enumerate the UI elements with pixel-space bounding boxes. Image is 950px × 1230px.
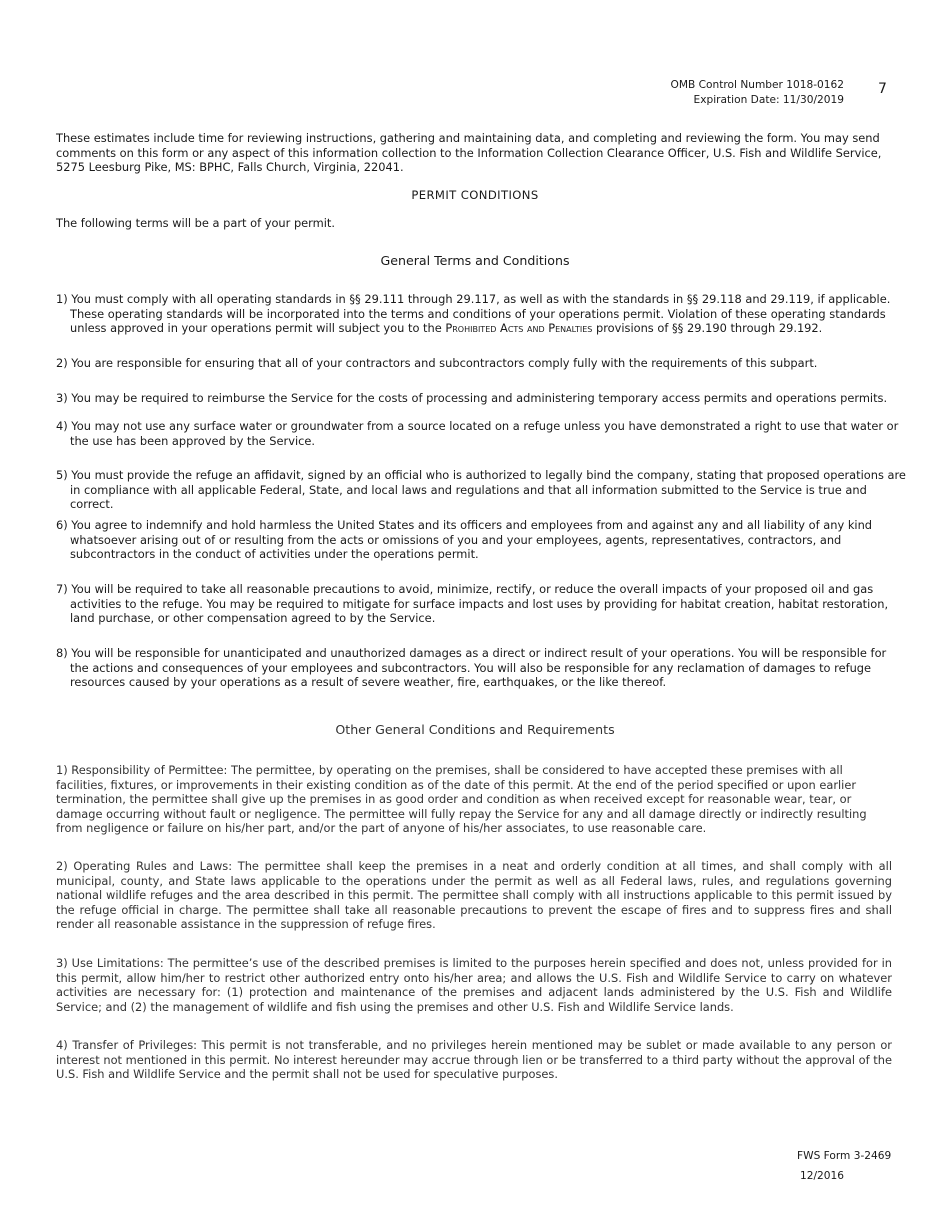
other-condition-4: 4) Transfer of Privileges: This permit is not transferable, and no privileges herein mentioned may be sublet or made available to any person or interest not mentioned in this permit. No interest hereunder may accrue through lien or be transferred to a third party without the approval of the U.S. Fish and Wildlife Service and the permit shall not be used for speculative purposes. [56, 1038, 892, 1082]
general-term-5: 5) You must provide the refuge an affidavit, signed by an official who is authorized to legally bind the company, stating that proposed operations are in compliance with all applicable Federal, State, and local laws and regulations and that all information submitted to the Service is true and correct. [56, 468, 906, 512]
omb-control-number: OMB Control Number 1018-0162 [670, 79, 844, 91]
general-terms-title: General Terms and Conditions [380, 253, 570, 268]
form-number: FWS Form 3-2469 [797, 1150, 892, 1162]
permit-conditions-title: PERMIT CONDITIONS [411, 188, 539, 202]
general-term-8: 8) You will be responsible for unanticipated and unauthorized damages as a direct or indirect result of your operations. You will be responsible for the actions and consequences of your employees and subcontractors. You will also be responsible for any reclamation of damages to refuge resources caused by your operations as a result of severe weather, fire, earthquakes, or the like thereof. [56, 646, 887, 690]
general-term-7: 7) You will be required to take all reasonable precautions to avoid, minimize, rectify, or reduce the overall impacts of your proposed oil and gas activities to the refuge. You may be required to mitigate for surface impacts and lost uses by providing for habitat creation, habitat restoration, land purchase, or other compensation agreed to by the Service. [56, 582, 889, 626]
other-condition-1: 1) Responsibility of Permittee: The permittee, by operating on the premises, shall be considered to have accepted these premises with all facilities, fixtures, or improvements in their existing condition as of the date of this permit. At the end of the period specified or upon earlier termination, the permittee shall give up the premises in as good order and condition as when received except for reasonable wear, tear, or damage occurring without fault or negligence. The permittee will fully repay the Service for any and all damage directly or indirectly resulting from negligence or failure on his/her part, and/or the part of anyone of his/her associates, to use reasonable care. [56, 763, 867, 836]
permit-intro: The following terms will be a part of your permit. [56, 216, 336, 230]
page-number: 7 [878, 81, 887, 97]
other-condition-2: 2) Operating Rules and Laws: The permittee shall keep the premises in a neat and orderly condition at all times, and shall comply with all municipal, county, and State laws applicable to the operations under the permit as well as all Federal laws, rules, and regulations governing national wildlife refuges and the area described in this permit. The permittee shall comply with all instructions applicable to this permit issued by the refuge official in charge. The permittee shall take all reasonable precautions to prevent the escape of fires and to suppress fires and shall render all reasonable assistance in the suppression of refuge fires. [56, 859, 892, 932]
prohibited-acts-ref: Prohibited Acts and Penalties [445, 321, 593, 336]
general-term-6: 6) You agree to indemnify and hold harmless the United States and its officers and employees from and against any and all liability of any kind whatsoever arising out of or resulting from the acts or omissions of you and your employees, agents, representatives, contractors, and subcontractors in the conduct of activities under the operations permit. [56, 518, 873, 562]
other-condition-3: 3) Use Limitations: The permittee’s use of the described premises is limited to the purposes herein specified and does not, unless provided for in this permit, allow him/her to restrict other authorized entry onto his/her area; and allows the U.S. Fish and Wildlife Service to carry on whatever activities are necessary for: (1) protection and maintenance of the premises and adjacent lands administered by the U.S. Fish and Wildlife Service; and (2) the management of wildlife and fish using the premises and other U.S. Fish and Wildlife Service lands. [56, 956, 892, 1014]
general-term-1: 1) You must comply with all operating standards in §§ 29.111 through 29.117, as well as with the standards in §§ 29.118 and 29.119, if applicable. These operating standards will be incorporated into the terms and conditions of your operations permit. Violation of these operating standards unless approved in your operations permit will subject you to the Prohibited Acts and Penalties provisions of §§ 29.190 through 29.192. [56, 292, 891, 336]
general-term-4: 4) You may not use any surface water or groundwater from a source located on a refuge unless you have demonstrated a right to use that water or the use has been approved by the Service. [56, 419, 899, 448]
expiration-date: Expiration Date: 11/30/2019 [693, 93, 844, 106]
general-term-2: 2) You are responsible for ensuring that all of your contractors and subcontractors comply fully with the requirements of this subpart. [56, 356, 818, 370]
omb-info [671, 78, 844, 107]
general-term-3: 3) You may be required to reimburse the Service for the costs of processing and administering temporary access permits and operations permits. [56, 391, 888, 405]
other-conditions-title: Other General Conditions and Requirements [335, 722, 615, 737]
burden-statement: These estimates include time for reviewing instructions, gathering and maintaining data, and completing and reviewing the form. You may send comments on this form or any aspect of this information collection to the Information Collection Clearance Officer, U.S. Fish and Wildlife Service, 5275 Leesburg Pike, MS: BPHC, Falls Church, Virginia, 22041. [56, 131, 882, 175]
form-date: 12/2016 [800, 1170, 845, 1182]
